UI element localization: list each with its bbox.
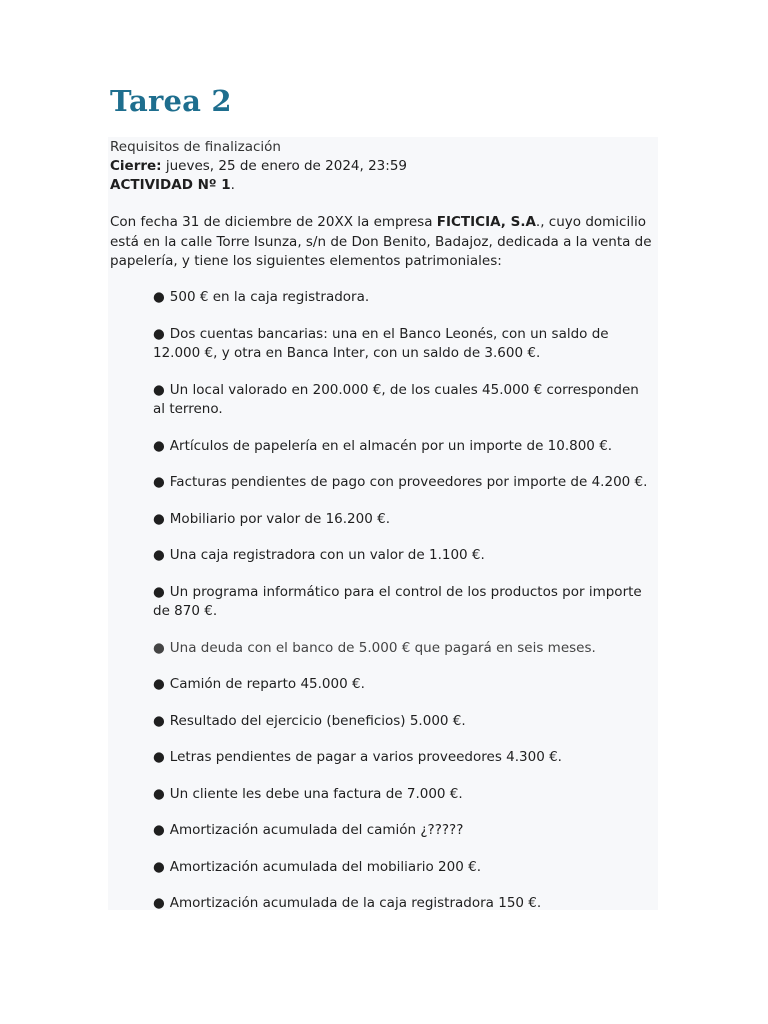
intro-after: ., cuyo domicilio está en la calle Torre Isunza, s/n de Don Benito, Badajoz, dedicada a la venta de papelería, y tiene los siguientes elementos patrimoniales: <box>110 214 652 269</box>
list-item-text: Una deuda con el banco de 5.000 € que pagará en seis meses. <box>169 639 596 656</box>
list-item-text: Camión de reparto 45.000 €. <box>169 676 365 692</box>
list-item-text: Dos cuentas bancarias: una en el Banco Leonés, con un saldo de 12.000 €, y otra en Banca Inter, con un saldo de 3.600 €. <box>153 325 609 361</box>
list-item-text: Mobiliario por valor de 16.200 €. <box>169 510 390 527</box>
bullet-icon: ● <box>153 676 165 692</box>
list-item-text: Facturas pendientes de pago con proveedores por importe de 4.200 €. <box>169 474 648 490</box>
list-item <box>153 858 655 878</box>
patrimonial-items-list <box>153 288 655 931</box>
list-item-text: Letras pendientes de pagar a varios proveedores 4.300 €. <box>169 749 562 765</box>
bullet-icon: ● <box>153 583 165 600</box>
list-item-text: Artículos de papelería en el almacén por un importe de 10.800 €. <box>169 437 613 454</box>
bullet-icon: ● <box>153 289 165 305</box>
page-title: Tarea 2 <box>110 84 232 118</box>
list-item-text: Resultado del ejercicio (beneficios) 5.000 €. <box>169 712 466 729</box>
bullet-icon: ● <box>153 749 165 765</box>
list-item <box>153 473 655 493</box>
closing-date <box>110 157 407 176</box>
activity-title: ACTIVIDAD Nº 1 <box>110 177 231 193</box>
list-item <box>153 546 655 566</box>
bullet-icon: ● <box>153 474 165 490</box>
list-item-text: Amortización acumulada del camión ¿????? <box>169 822 464 838</box>
list-item <box>153 712 655 732</box>
list-item-text: Un programa informático para el control de los productos por importe de 870 €. <box>153 583 642 619</box>
list-item <box>153 510 655 530</box>
activity-heading <box>110 176 235 195</box>
list-item <box>153 748 655 768</box>
closing-label: Cierre: <box>110 158 162 174</box>
closing-value: jueves, 25 de enero de 2024, 23:59 <box>165 158 408 174</box>
list-item-text: Un local valorado en 200.000 €, de los cuales 45.000 € corresponden al terreno. <box>153 381 639 417</box>
bullet-icon: ● <box>153 895 165 911</box>
intro-before: Con fecha 31 de diciembre de 20XX la empresa <box>110 214 437 230</box>
list-item <box>153 894 655 914</box>
bullet-icon: ● <box>153 639 165 656</box>
completion-requirements: Requisitos de finalización <box>110 139 281 155</box>
list-item-text: 500 € en la caja registradora. <box>169 289 370 305</box>
activity-punct: . <box>230 177 235 193</box>
bullet-icon: ● <box>153 547 165 563</box>
company-name: FICTICIA, S.A <box>436 214 536 230</box>
bullet-icon: ● <box>153 437 165 454</box>
bullet-icon: ● <box>153 822 165 838</box>
bullet-icon: ● <box>153 381 165 398</box>
bullet-icon: ● <box>153 325 165 342</box>
list-item <box>153 583 655 622</box>
list-item <box>153 288 655 308</box>
list-item <box>153 639 655 659</box>
intro-paragraph <box>110 213 655 272</box>
list-item-text: Amortización acumulada de la caja registradora 150 €. <box>169 895 542 911</box>
bullet-icon: ● <box>153 510 165 527</box>
list-item <box>153 785 655 805</box>
list-item <box>153 675 655 695</box>
list-item <box>153 325 655 364</box>
bullet-icon: ● <box>153 712 165 729</box>
bullet-icon: ● <box>153 858 165 875</box>
list-item-text: Amortización acumulada del mobiliario 200 €. <box>169 858 481 875</box>
list-item <box>153 437 655 457</box>
bullet-icon: ● <box>153 785 165 802</box>
list-item-text: Una caja registradora con un valor de 1.100 €. <box>169 547 485 563</box>
list-item-text: Un cliente les debe una factura de 7.000 €. <box>169 785 463 802</box>
list-item <box>153 381 655 420</box>
list-item <box>153 821 655 841</box>
